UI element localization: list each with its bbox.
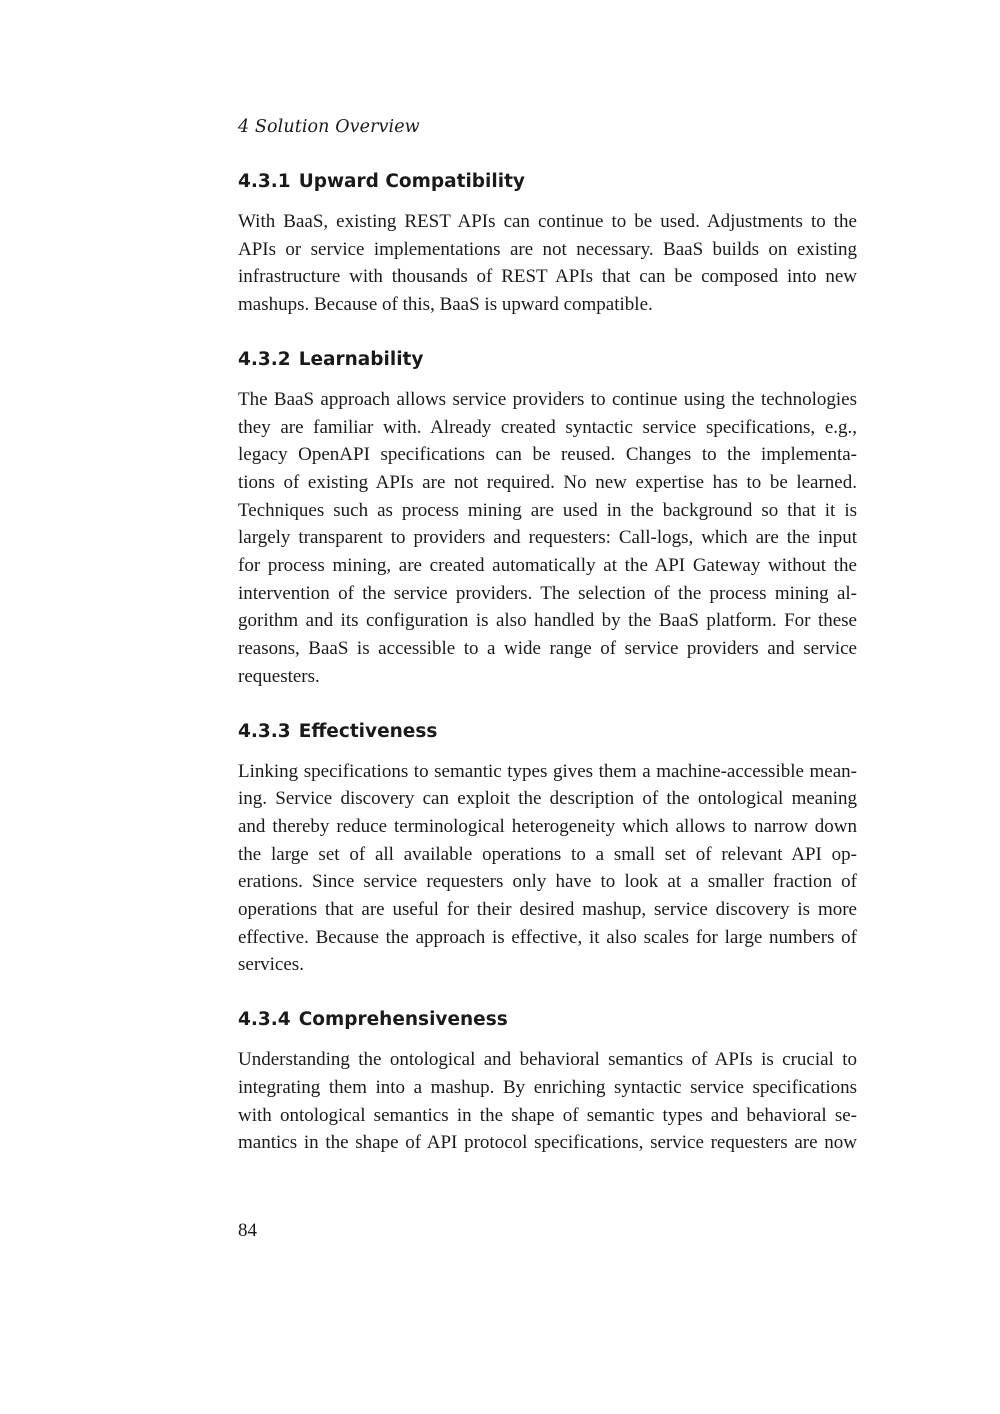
text-line: Techniques such as process mining are used in the background so that it is [238, 499, 857, 521]
text-line: they are familiar with. Already created syntactic service specifications, e.g., [238, 416, 857, 438]
text-line: infrastructure with thousands of REST APIs that can be composed into new [238, 266, 857, 288]
text-line: The BaaS approach allows service providers to continue using the technologies [238, 388, 857, 410]
section-title: Comprehensiveness [298, 1009, 508, 1031]
text-line: with ontological semantics in the shape of semantic types and behavioral se- [238, 1104, 857, 1126]
section-heading [238, 346, 857, 374]
text-line: the large set of all available operations to a small set of relevant API op- [238, 843, 857, 865]
text-line: requesters. [238, 665, 320, 687]
text-line: tions of existing APIs are not required. No new expertise has to be learned. [238, 471, 857, 493]
section-heading [238, 1006, 857, 1034]
text-line: ing. Service discovery can exploit the description of the ontological meaning [238, 788, 857, 810]
text-line: mantics in the shape of API protocol specifications, service requesters are now [238, 1132, 857, 1154]
text-line: effective. Because the approach is effective, it also scales for large numbers of [238, 926, 857, 948]
paragraph [238, 208, 857, 319]
paragraph [238, 1046, 857, 1157]
text-line: services. [238, 954, 304, 976]
paragraph [238, 758, 857, 980]
section-upward-compatibility [238, 168, 857, 319]
running-header: 4 Solution Overview [238, 117, 420, 137]
section-number: 4.3.2 [238, 348, 291, 370]
text-line: legacy OpenAPI specifications can be reused. Changes to the implementa- [238, 444, 857, 466]
section-comprehensiveness [238, 1006, 857, 1157]
text-line: reasons, BaaS is accessible to a wide range of service providers and service [238, 638, 857, 660]
text-line: for process mining, are created automatically at the API Gateway without the [238, 555, 857, 577]
section-number: 4.3.1 [238, 171, 291, 192]
page-body [238, 168, 857, 1184]
section-number: 4.3.3 [238, 720, 291, 742]
text-line: largely transparent to providers and requesters: Call-logs, which are the input [238, 527, 857, 549]
text-line: integrating them into a mashup. By enriching syntactic service specifications [238, 1076, 857, 1098]
section-heading [238, 168, 857, 196]
section-title: Effectiveness [298, 720, 438, 742]
text-line: Linking specifications to semantic types gives them a machine-accessible mean- [238, 760, 857, 782]
section-title: Learnability [298, 348, 424, 370]
text-line: gorithm and its configuration is also handled by the BaaS platform. For these [238, 610, 857, 632]
section-title: Upward Compatibility [298, 171, 525, 192]
page-number: 84 [238, 1220, 257, 1241]
text-line: erations. Since service requesters only have to look at a smaller fraction of [238, 871, 857, 893]
text-line: Understanding the ontological and behavioral semantics of APIs is crucial to [238, 1049, 857, 1071]
text-line: APIs or service implementations are not necessary. BaaS builds on existing [238, 238, 857, 260]
text-line: intervention of the service providers. The selection of the process mining al- [238, 582, 857, 604]
section-heading [238, 718, 857, 746]
text-line: and thereby reduce terminological heterogeneity which allows to narrow down [238, 815, 857, 837]
text-line: With BaaS, existing REST APIs can continue to be used. Adjustments to the [238, 211, 857, 232]
text-line: mashups. Because of this, BaaS is upward compatible. [238, 294, 653, 316]
section-effectiveness [238, 718, 857, 980]
section-number: 4.3.4 [238, 1009, 291, 1031]
paragraph [238, 386, 857, 691]
section-learnability [238, 346, 857, 691]
text-line: operations that are useful for their desired mashup, service discovery is more [238, 899, 857, 921]
